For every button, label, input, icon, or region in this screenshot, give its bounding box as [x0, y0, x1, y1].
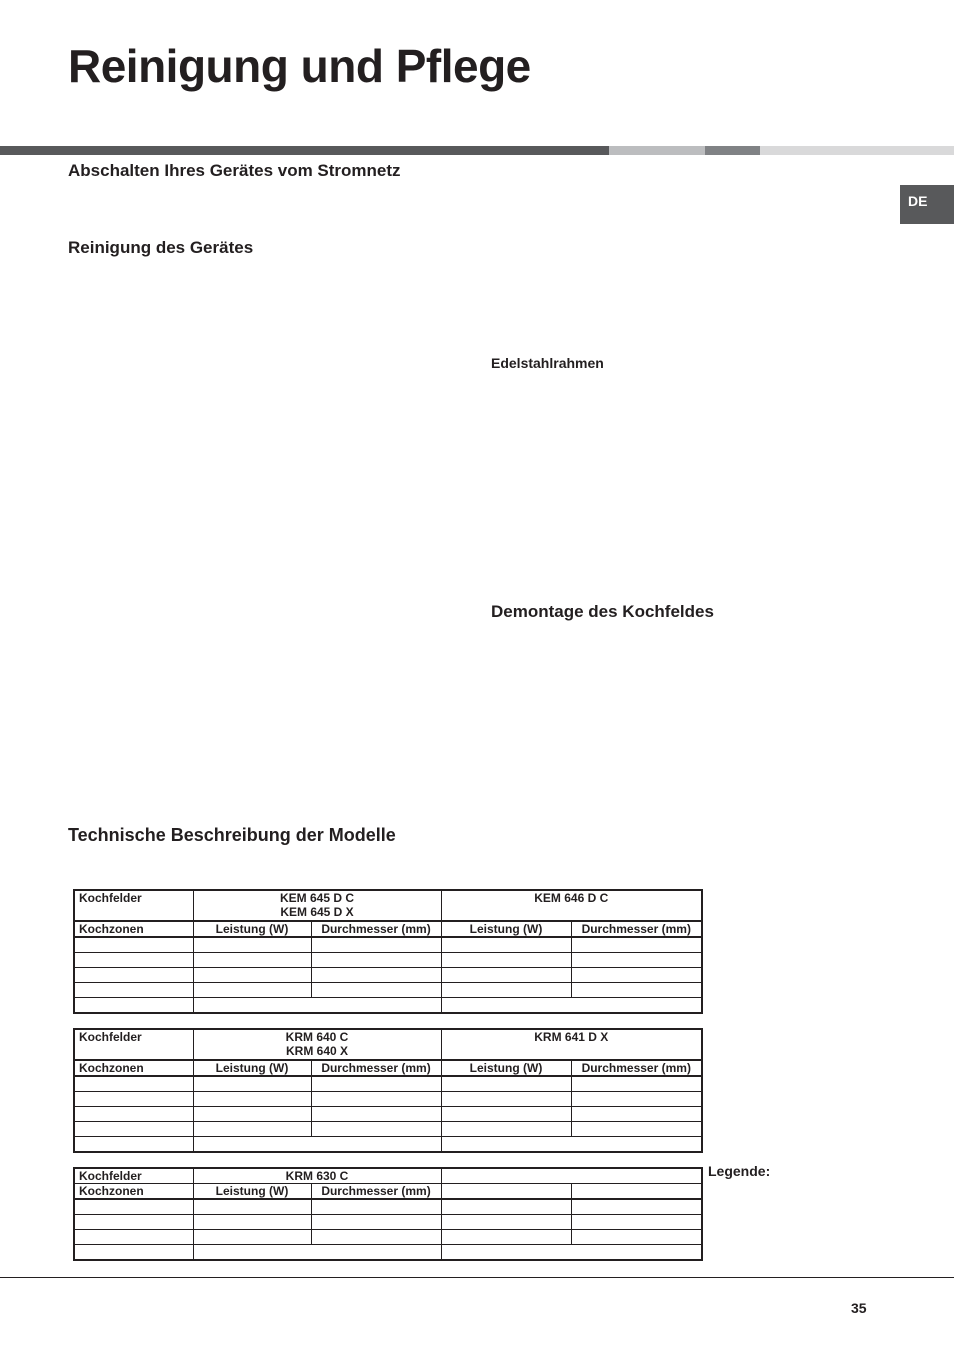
table-header-durchmesser: Durchmesser (mm) — [311, 921, 441, 937]
table-row — [74, 953, 702, 968]
section-heading-dismantling: Demontage des Kochfeldes — [491, 602, 714, 621]
table-header-kochfelder: Kochfelder — [74, 1168, 193, 1184]
table-header-kochzonen: Kochzonen — [74, 921, 193, 937]
table-header-leistung: Leistung (W) — [441, 921, 571, 937]
table-row — [74, 968, 702, 983]
table-header-durchmesser: Durchmesser (mm) — [311, 1184, 441, 1200]
table-row — [74, 1122, 702, 1137]
table-header-kochzonen: Kochzonen — [74, 1060, 193, 1076]
table-header-model: KEM 645 D C KEM 645 D X — [193, 890, 441, 921]
table-header-model: KRM 641 D X — [441, 1029, 702, 1060]
table-header-model: KEM 646 D C — [441, 890, 702, 921]
table-header-leistung: Leistung (W) — [193, 1060, 311, 1076]
table-header-kochfelder: Kochfelder — [74, 890, 193, 921]
legend-label: Legende: — [708, 1163, 771, 1179]
table-header-durchmesser: Durchmesser (mm) — [571, 1060, 702, 1076]
table-header-leistung: Leistung (W) — [193, 1184, 311, 1200]
table-header-kochzonen: Kochzonen — [74, 1184, 193, 1200]
section-heading-steel-frame: Edelstahlrahmen — [491, 355, 604, 371]
table-row — [74, 1107, 702, 1122]
header-bar-dark — [0, 146, 609, 155]
table-header-leistung: Leistung (W) — [441, 1060, 571, 1076]
table-row — [74, 998, 702, 1014]
table-header-model: KRM 640 C KRM 640 X — [193, 1029, 441, 1060]
table-row — [74, 1092, 702, 1107]
table-row — [74, 1076, 702, 1092]
spec-table-kem — [73, 889, 703, 1014]
language-tab: DE — [900, 185, 954, 224]
table-header-durchmesser: Durchmesser (mm) — [311, 1060, 441, 1076]
section-heading-technical: Technische Beschreibung der Modelle — [68, 825, 396, 845]
header-bar-medium — [705, 146, 760, 155]
spec-table-krm-640 — [73, 1028, 703, 1153]
table-header-leistung: Leistung (W) — [193, 921, 311, 937]
table-row — [74, 983, 702, 998]
footer-divider — [0, 1277, 954, 1278]
header-bar-pale — [760, 146, 954, 155]
table-header-kochfelder: Kochfelder — [74, 1029, 193, 1060]
table-row — [74, 1230, 702, 1245]
table-header-model: KRM 630 C — [193, 1168, 441, 1184]
table-row — [74, 1199, 702, 1215]
page-number: 35 — [851, 1300, 867, 1316]
table-row — [74, 937, 702, 953]
table-row — [74, 1245, 702, 1261]
table-row — [74, 1137, 702, 1153]
page-title: Reinigung und Pflege — [68, 40, 531, 92]
table-header-durchmesser: Durchmesser (mm) — [571, 921, 702, 937]
section-heading-cleaning: Reinigung des Gerätes — [68, 238, 254, 257]
spec-table-krm-630 — [73, 1167, 703, 1261]
table-row — [74, 1215, 702, 1230]
header-bar-light — [609, 146, 705, 155]
section-heading-disconnect: Abschalten Ihres Gerätes vom Stromnetz — [68, 161, 401, 180]
